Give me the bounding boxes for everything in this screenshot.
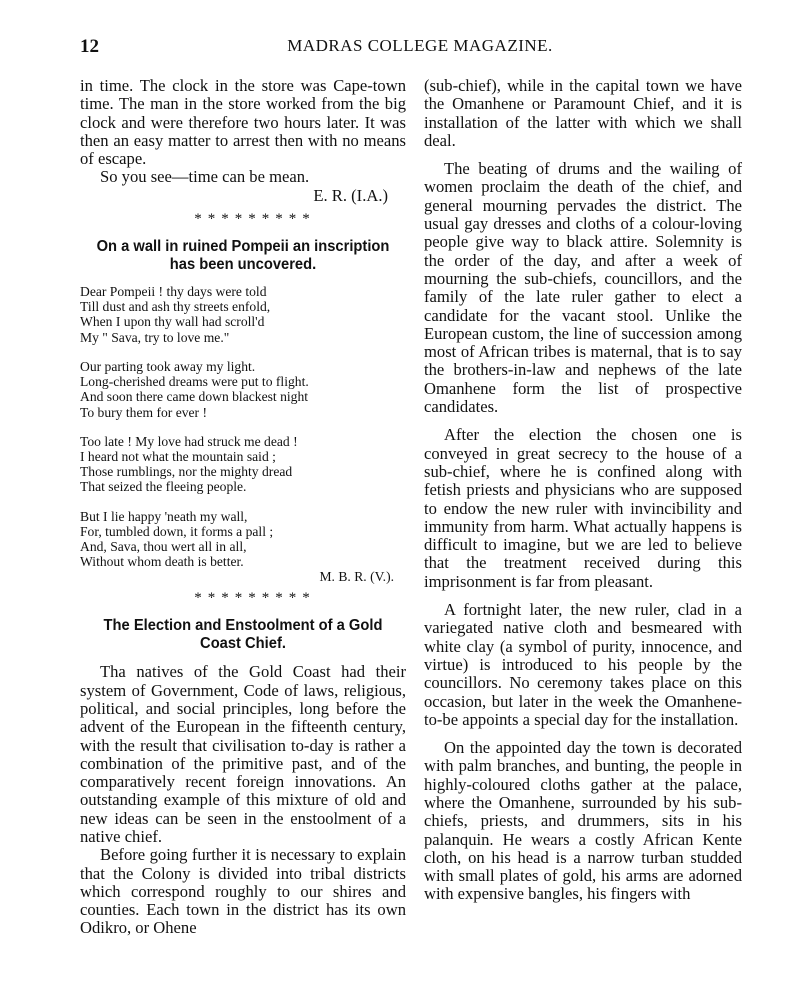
article-paragraph: A fortnight later, the new ruler, clad in a variegated native cloth and besmeared with white clay (a symbol of purity, innocence, and virtue) is introduced to his people by the councillors. No ceremony takes place on this occasion, but later in the week the Omanhene-to-be appoints a special day for the installation. [424,600,742,729]
poem-line: Without whom death is better. [80,554,244,570]
article-paragraph: (sub-chief), while in the capital town we have the Omanhene or Paramount Chief, and it is installation of the latter with which we shall deal. [424,76,742,150]
article-paragraph: Before going further it is necessary to explain that the Colony is divided into tribal districts which correspond roughly to our shires and counties. Each town in the district has its own Odikro, or Ohene [80,845,406,938]
article-title: The Election and Enstoolment of a Gold Coast Chief. [103,617,383,653]
poem-line: But I lie happy 'neath my wall, [80,508,248,524]
poem-line: Those rumblings, nor the mighty dread [80,464,293,480]
poem-line: For, tumbled down, it forms a pall ; [80,523,274,539]
section-divider: ********* [194,590,316,607]
poem-line: And, Sava, thou wert all in all, [80,538,247,554]
poem-line: And soon there came down blackest night [80,389,309,405]
intro-paragraph: in time. The clock in the store was Cape-town time. The man in the store worked from the big clock and were therefore two hours later. It was then an easy matter to arrest then with no means of escape. [80,76,406,169]
running-title: MADRAS COLLEGE MAGAZINE. [287,36,553,55]
poem-line: That seized the fleeing people. [80,479,247,495]
article-paragraph: Tha natives of the Gold Coast had their system of Government, Code of laws, religious, political, and social principles, long before the advent of the European in the fifteenth century, with the result that civilisation to-day is rather a combination of the primitive past, and of the comparatively recent foreign innovations. An outstanding example of this mixture of old and new ideas can be seen in the enstoolment of a native chief. [80,662,406,846]
poem-line: My " Sava, try to love me." [80,329,230,345]
poem-stanza [80,434,406,495]
page-number: 12 [80,36,99,57]
left-column [80,77,406,938]
poem-title: On a wall in ruined Pompeii an inscription has been uncovered. [96,238,390,274]
poem-line: I heard not what the mountain said ; [80,448,276,464]
section-divider: ********* [194,211,316,228]
poem-line: Dear Pompeii ! thy days were told [80,284,267,300]
poem-line: Till dust and ash thy streets enfold, [80,299,271,315]
article-paragraph: After the election the chosen one is conveyed in great secrecy to the house of a sub-chief, where he is confined along with fetish priests and physicians who are supposed to endow the new ruler with invincibility and immunity from harm. What actually happens is difficult to imagine, but we are led to believe that the treatment received during this imprisonment is far from pleasant. [424,425,742,591]
poem-stanza [80,284,406,345]
poem-line: Our parting took away my light. [80,358,256,374]
poem-line: Long-cherished dreams were put to flight. [80,374,309,390]
poem-stanza [80,359,406,420]
article-paragraph: On the appointed day the town is decorated with palm branches, and bunting, the people in highly-coloured cloths gather at the palace, where the Omanhene, surrounded by his sub-chiefs, priests, and drummers, sits in his palanquin. He wears a costly African Kente cloth, on his head is a narrow turban studded with small plates of gold, his arms are adorned with expensive bangles, his fingers with [424,738,742,904]
poem-line: When I upon thy wall had scroll'd [80,314,265,330]
intro-signature: E. R. (I.A.) [313,185,388,205]
poem [80,284,406,569]
poem-line: To bury them for ever ! [80,404,208,420]
intro-closing-line: So you see—time can be mean. [100,167,310,187]
article-paragraph: The beating of drums and the wailing of women proclaim the death of the chief, and general mourning pervades the district. The usual gay dresses and cloths of a colour-loving people give way to black attire. Solemnity is the order of the day, and after a week of mourning the sub-chiefs, councillors, and the family of the late ruler gather to elect a candidate for the vacant stool. Unlike the European custom, the line of succession among most of African tribes is maternal, that is to say the brothers-in-law and nephews of the late Omanhene form the list of prospective candidates. [424,159,742,417]
right-column [424,77,742,904]
poem-stanza [80,509,406,570]
poem-signature: M. B. R. (V.). [319,569,394,585]
poem-line: Too late ! My love had struck me dead ! [80,433,298,449]
page-header [0,0,800,70]
